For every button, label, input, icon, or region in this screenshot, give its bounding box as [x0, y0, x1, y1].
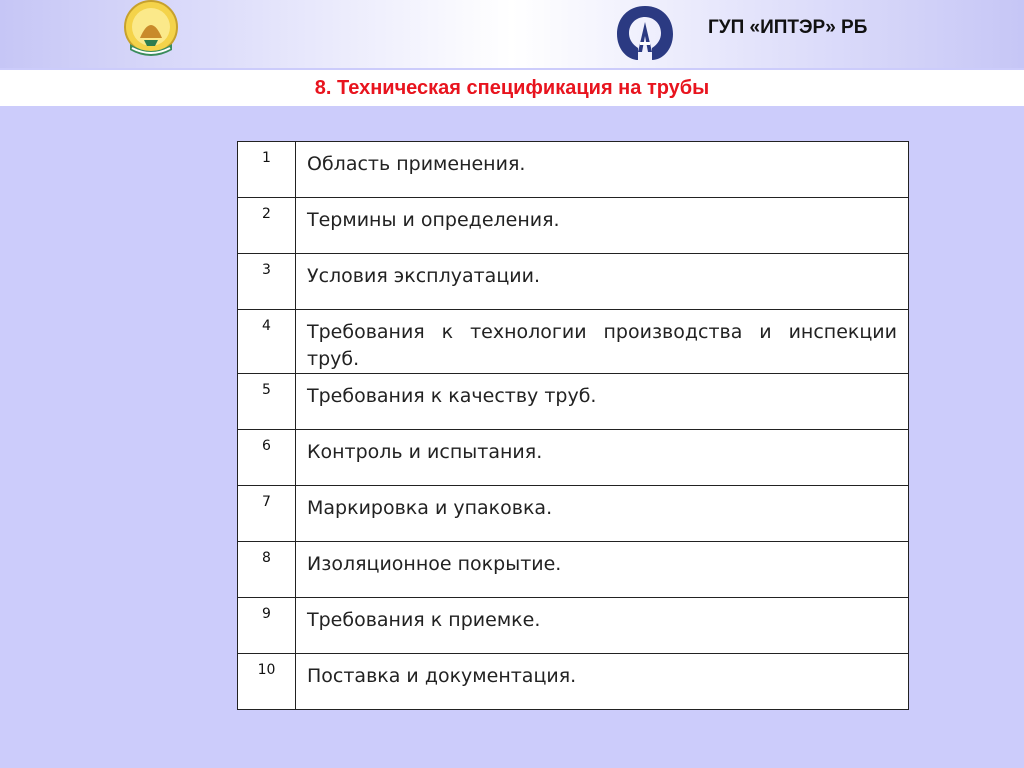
row-number: 1 [238, 142, 296, 198]
title-bar [0, 70, 1024, 106]
row-text: Условия эксплуатации. [296, 254, 909, 310]
row-number: 8 [238, 542, 296, 598]
row-number: 10 [238, 654, 296, 710]
table-row [238, 598, 909, 654]
iptr-company-logo-icon [614, 4, 676, 62]
row-text: Требования к технологии производства и инспекции труб. [296, 310, 909, 374]
page-title: 8. Техническая спецификация на трубы [314, 77, 710, 99]
row-number: 6 [238, 430, 296, 486]
row-number: 3 [238, 254, 296, 310]
row-number: 7 [238, 486, 296, 542]
table-row [238, 654, 909, 710]
table-row [238, 430, 909, 486]
table-row [238, 198, 909, 254]
company-name: ГУП «ИПТЭР» РБ [708, 17, 868, 38]
row-number: 4 [238, 310, 296, 374]
row-number: 2 [238, 198, 296, 254]
row-number: 5 [238, 374, 296, 430]
row-text: Изоляционное покрытие. [296, 542, 909, 598]
row-text: Контроль и испытания. [296, 430, 909, 486]
spec-table [237, 141, 909, 710]
table-row [238, 486, 909, 542]
table-row [238, 374, 909, 430]
row-text: Требования к приемке. [296, 598, 909, 654]
row-text: Термины и определения. [296, 198, 909, 254]
table-row [238, 254, 909, 310]
table-row [238, 310, 909, 374]
row-text: Требования к качеству труб. [296, 374, 909, 430]
row-text: Область применения. [296, 142, 909, 198]
table-row [238, 542, 909, 598]
row-text: Поставка и документация. [296, 654, 909, 710]
table-row [238, 142, 909, 198]
row-number: 9 [238, 598, 296, 654]
row-text: Маркировка и упаковка. [296, 486, 909, 542]
bashkortostan-emblem-icon [122, 0, 180, 58]
